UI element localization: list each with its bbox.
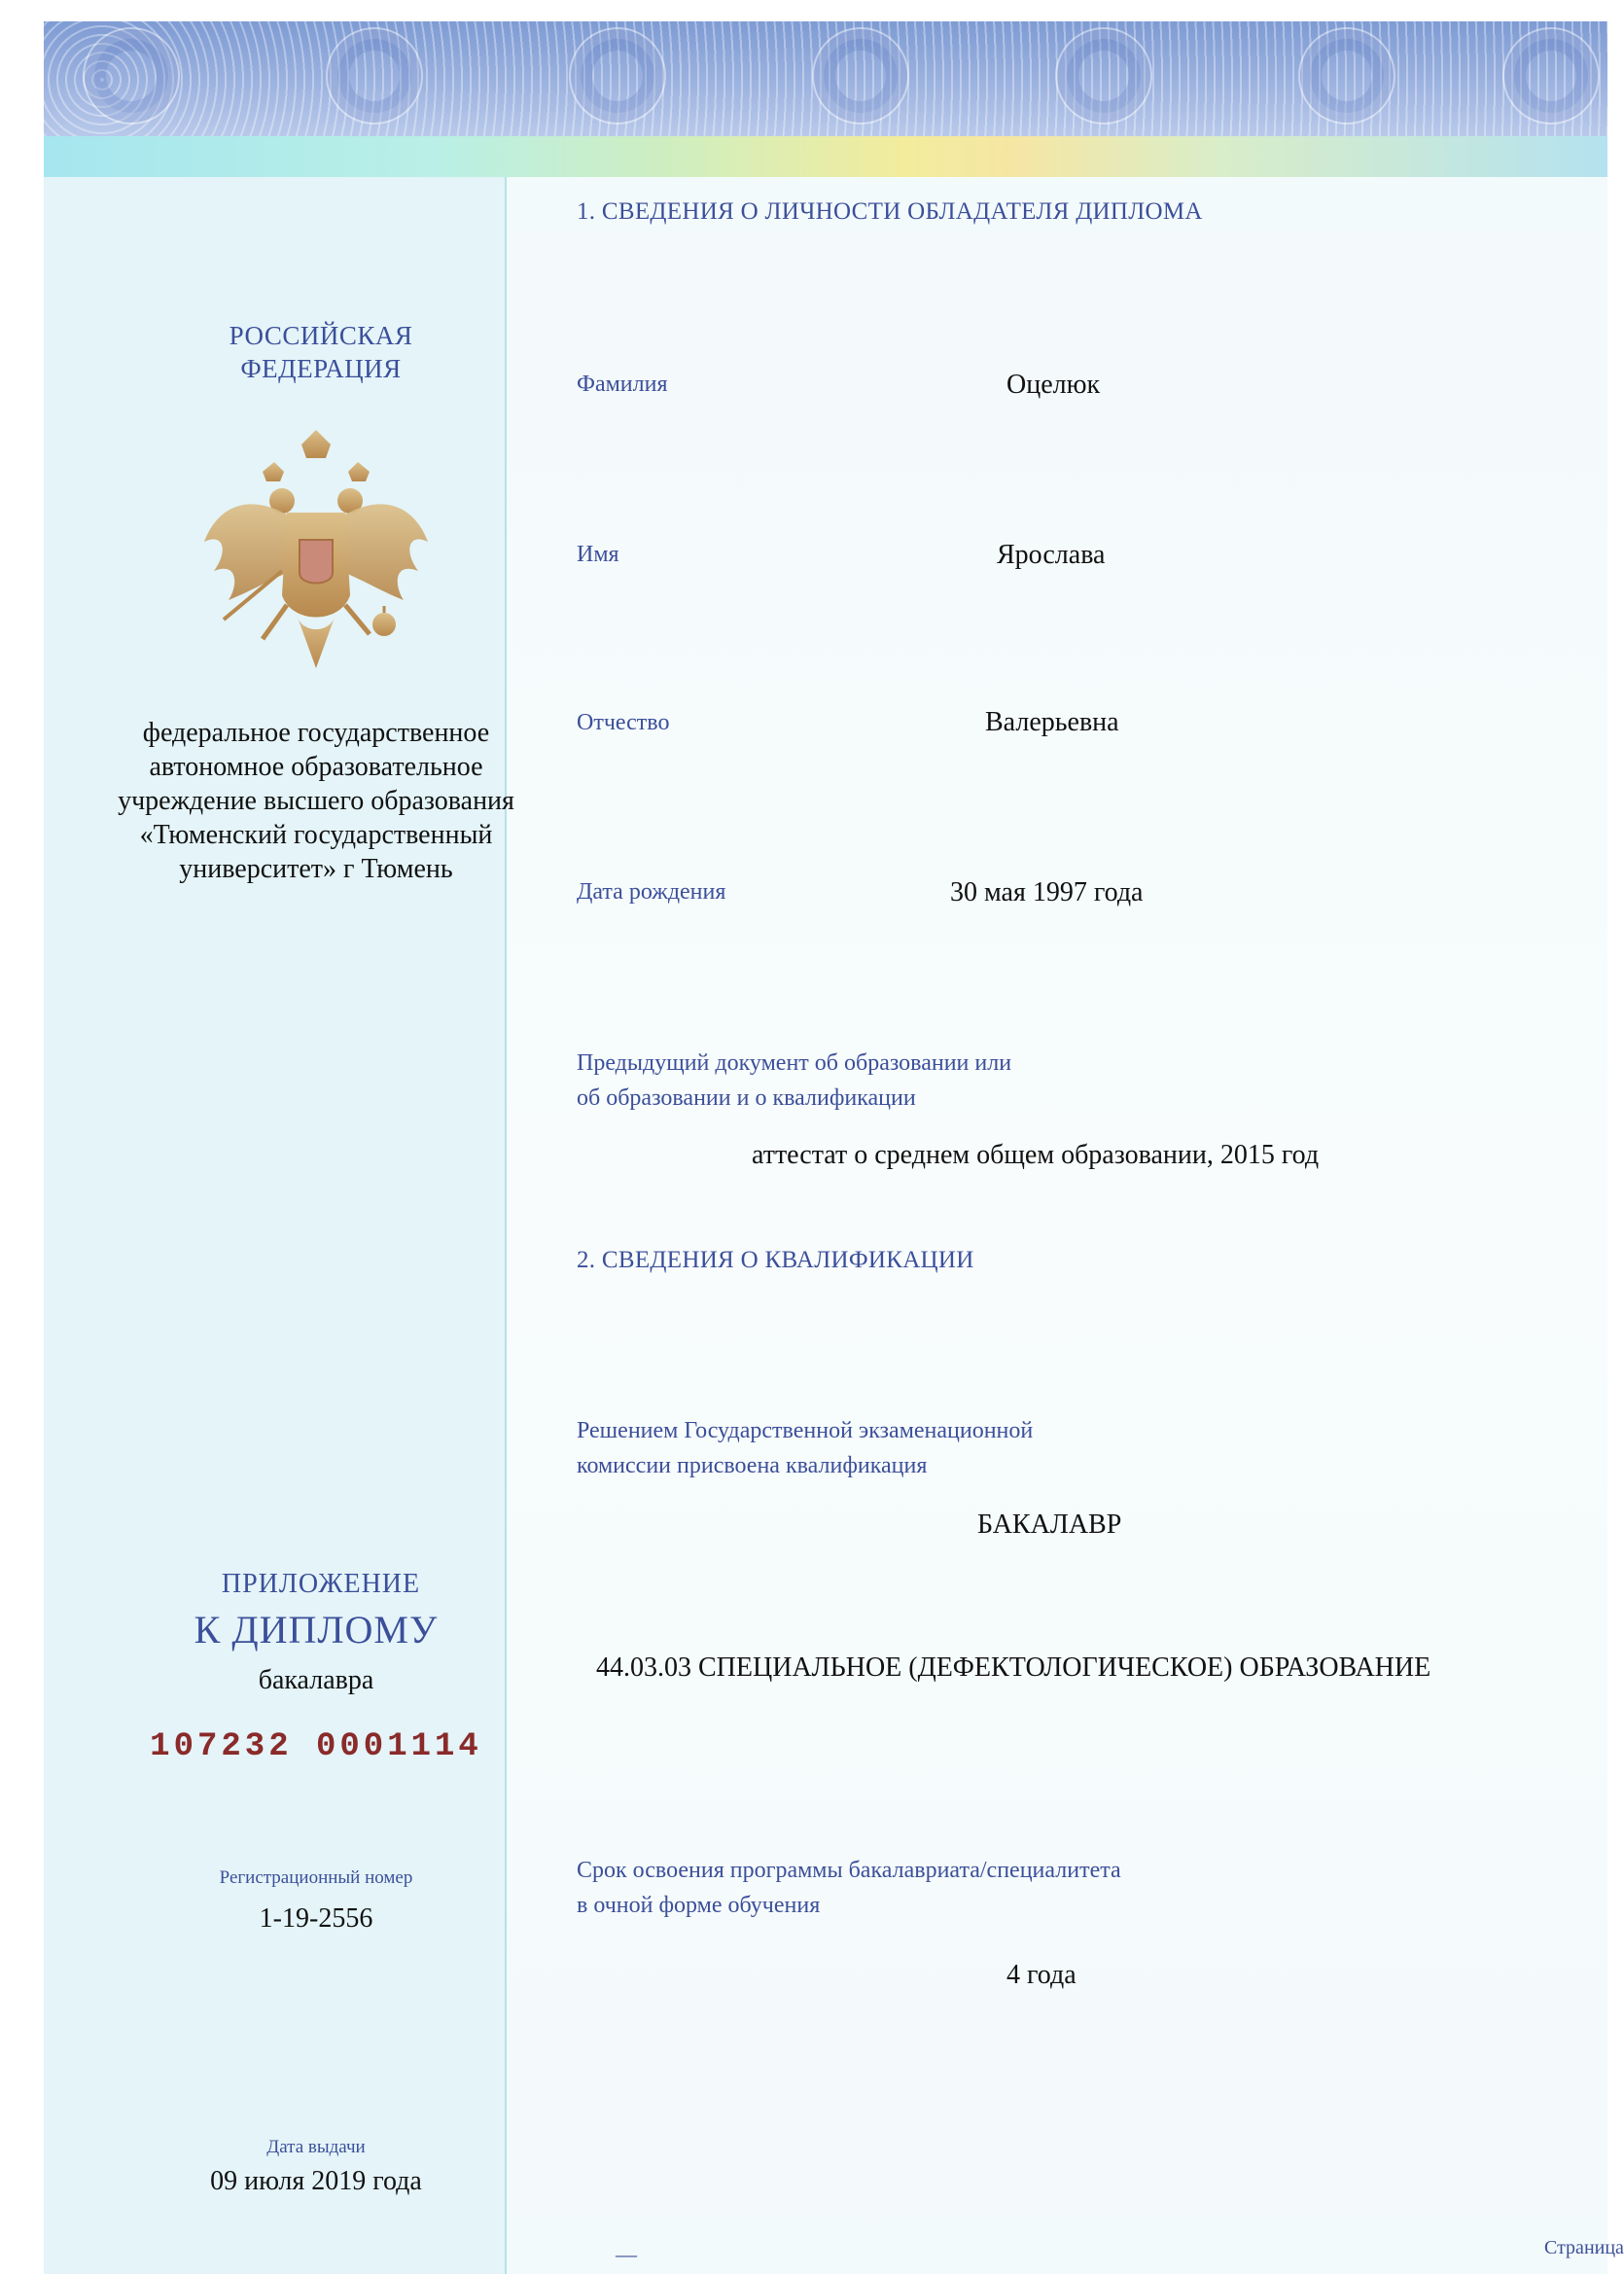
institution-name: федеральное государственное автономное образовательное учреждение высшего образования «Тюменский государственный университет» г Тюмень	[118, 718, 514, 884]
page-label: Страница	[1544, 2237, 1624, 2258]
rosette-ornament	[812, 27, 909, 124]
qualification-decision-line1: Решением Государственной экзаменационной	[577, 1418, 1034, 1443]
rosette-ornament	[83, 27, 180, 124]
specialty-value: 44.03.03 СПЕЦИАЛЬНОЕ (ДЕФЕКТОЛОГИЧЕСКОЕ) ОБРАЗОВАНИЕ	[596, 1652, 1431, 1683]
qualification-value: БАКАЛАВР	[977, 1510, 1122, 1540]
name-value: Ярослава	[997, 540, 1106, 570]
decorative-header-band	[44, 21, 1607, 136]
rosette-ornament	[326, 27, 423, 124]
registration-number: 1-19-2556	[259, 1903, 373, 1934]
coat-of-arms-icon	[194, 425, 438, 697]
duration-label-line1: Срок освоения программы бакалавриата/специалитета	[577, 1858, 1121, 1883]
name-label: Имя	[577, 542, 619, 567]
country-name: РОССИЙСКАЯ ФЕДЕРАЦИЯ	[229, 321, 413, 383]
rosette-ornament	[1502, 27, 1600, 124]
rosette-ornament	[1055, 27, 1152, 124]
registration-number-label: Регистрационный номер	[219, 1867, 413, 1888]
qualification-decision-line2: комиссии присвоена квалификация	[577, 1453, 928, 1478]
diploma-supplement-page	[44, 21, 1624, 2274]
section-1-heading: 1. СВЕДЕНИЯ О ЛИЧНОСТИ ОБЛАДАТЕЛЯ ДИПЛОМА	[577, 198, 1203, 225]
appendix-title: ПРИЛОЖЕНИЕ	[221, 1569, 421, 1599]
birth-date-label: Дата рождения	[577, 879, 726, 905]
appendix-subtitle: К ДИПЛОМУ	[194, 1608, 439, 1652]
birth-date-value: 30 мая 1997 года	[950, 877, 1144, 907]
duration-value: 4 года	[1006, 1960, 1077, 1990]
issue-date: 09 июля 2019 года	[210, 2166, 422, 2196]
serial-number: 107232 0001114	[150, 1728, 482, 1765]
duration-label-line2: в очной форме обучения	[577, 1893, 821, 1918]
issue-date-label: Дата выдачи	[266, 2137, 366, 2157]
patronymic-value: Валерьевна	[985, 707, 1119, 737]
rosette-ornament	[569, 27, 666, 124]
rainbow-band	[44, 136, 1607, 177]
previous-document-label-line2: об образовании и о квалификации	[577, 1085, 916, 1111]
previous-document-label-line1: Предыдущий документ об образовании или	[577, 1050, 1012, 1076]
rosette-ornament	[1298, 27, 1395, 124]
patronymic-label: Отчество	[577, 710, 670, 735]
previous-document-value: аттестат о среднем общем образовании, 2015 год	[752, 1140, 1320, 1170]
page-dash: —	[616, 2242, 637, 2266]
section-2-heading: 2. СВЕДЕНИЯ О КВАЛИФИКАЦИИ	[577, 1247, 974, 1273]
surname-value: Оцелюк	[1006, 370, 1101, 400]
degree-type: бакалавра	[258, 1665, 374, 1695]
surname-label: Фамилия	[577, 372, 668, 397]
